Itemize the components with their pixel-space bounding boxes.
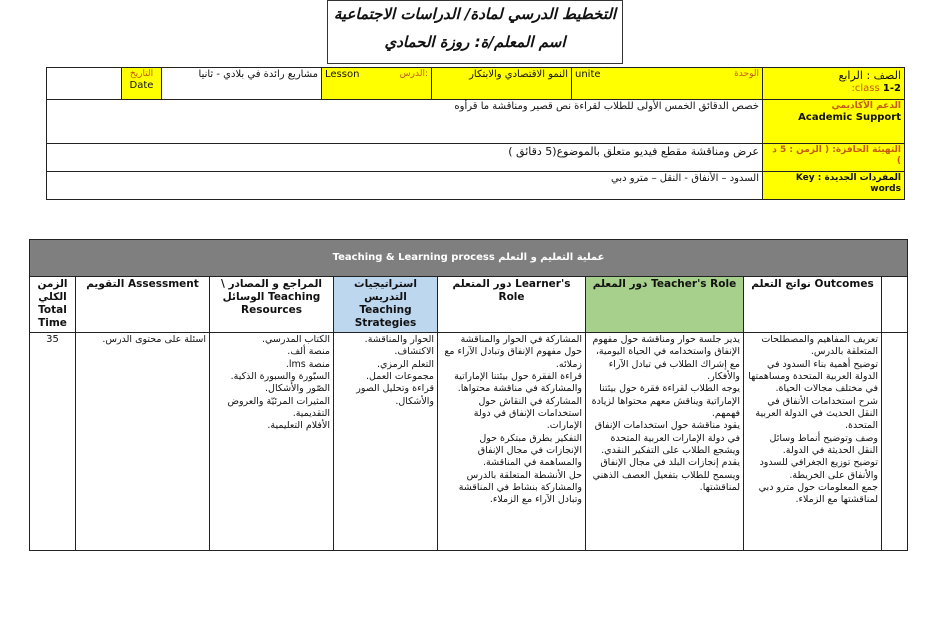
header-time: الزمن الكلي Total Time (30, 277, 76, 333)
unit-label: الوحدة unite (572, 68, 763, 100)
warmup-label: التهيئة الحافزة: ( الزمن : 5 د ) (763, 144, 905, 172)
list-item: منصة lms. (285, 358, 330, 370)
list-item: الاكتشاف. (394, 346, 434, 358)
lesson-value: مشاريع رائدة في بلادي - ثانيا (162, 68, 322, 100)
list-item: مجموعات العمل. (366, 371, 434, 383)
list-item: حل الأنشطة المتعلقة بالدرس والمشاركة بنشاط في المناقشة وتبادل الآراء مع الزملاء. (458, 469, 582, 506)
assessment-cell: اسئلة على محتوى الدرس. (76, 333, 210, 551)
date-label: التاريخ Date (122, 68, 162, 100)
resources-cell (210, 333, 334, 551)
list-item: المشاركة في النقاش حول استخدامات الإنفاق في دولة الإمارات. (473, 395, 582, 432)
list-item: التفكير بطرق مبتكرة حول الإنجازات في مجال الإنفاق والمساهمة في المناقشة. (477, 432, 582, 469)
list-item: توضيح توزيع الجغرافي للسدود والأنفاق على الخريطة. (759, 457, 878, 481)
list-item: توضيح أهمية بناء السدود في الدولة العربية المتحدة ومساهمتها في مختلف مجالات الحياة. (748, 358, 878, 395)
support-label: الدعم الأكاديمي Academic Support (763, 100, 905, 144)
list-item: شرح استخدامات الأنفاق في النقل الحديث في الدولة العربية المتحدة. (755, 395, 878, 432)
unit-value: النمو الاقتصادي والابتكار (432, 68, 572, 100)
process-band: Teaching & Learning process عملية التعليم و التعلم (30, 240, 908, 277)
list-item: السبّورة والسبورة الذكية. (230, 371, 330, 383)
extra-cell (882, 333, 908, 551)
list-item: قراءة الفقرة حول بيئتنا الإماراتية والمشاركة في مناقشة محتواها. (454, 371, 582, 395)
warmup-value: عرض ومناقشة مقطع فيديو متعلق بالموضوع(5 دقائق ) (47, 144, 763, 172)
list-item: يوجه الطلاب لقراءة فقرة حول بيئتنا الإماراتية ويناقش معهم محتواها لزيادة فهمهم. (591, 383, 740, 420)
list-item: الأفلام التعليمية. (267, 420, 330, 432)
list-item: التعلم الرمزي. (376, 358, 434, 370)
list-item: يدير جلسة حوار ومناقشة حول مفهوم الإنفاق واستخدامه في الحياة اليومية، مع إشراك الطلاب في تبادل الآراء والأفكار. (592, 334, 740, 383)
grade-cell: الصف : الرابع 1-2 class: (763, 68, 905, 100)
header-learner: دور المتعلم Learner's Role (438, 277, 586, 333)
keywords-label: المفردات الجديدة : Key words (763, 172, 905, 200)
page-title: التخطيط الدرسي لمادة/ الدراسات الاجتماعية (333, 5, 617, 23)
teacher-cell (586, 333, 744, 551)
list-item: المشاركة في الحوار والمناقشة حول مفهوم الإنفاق وتبادل الآراء مع زملائه. (444, 334, 582, 370)
list-item: تعريف المفاهيم والمصطلحات المتعلقة بالدرس. (761, 334, 878, 358)
list-item: يقدم إنجازات البلد في مجال الإنفاق ويسمح للطلاب بتفعيل العصف الذهني لمناقشتها. (592, 457, 740, 494)
list-item: وصف وتوضيح أنماط وسائل النقل الحديثة في الدولة. (769, 432, 878, 457)
header-box (327, 0, 623, 64)
list-item: قراءة وتحليل الصور والأشكال. (356, 383, 434, 407)
header-resources: المراجع و المصادر \ الوسائل Teaching Resources (210, 277, 334, 333)
list-item: جمع المعلومات حول مترو دبي لمناقشتها مع الزملاء. (758, 482, 878, 506)
header-teacher: دور المعلم Teacher's Role (586, 277, 744, 333)
keywords-value: السدود – الأنفاق - النقل – مترو دبي (47, 172, 763, 200)
list-item: الكتاب المدرسي. (261, 334, 330, 345)
outcomes-cell (744, 333, 882, 551)
date-value[interactable] (47, 68, 122, 100)
total-time: 35 (30, 333, 76, 551)
lesson-label: الدرس: Lesson (322, 68, 432, 100)
support-value: خصص الدقائق الخمس الأولى للطلاب لقراءة نص قصير ومناقشة ما قرأوه (47, 100, 763, 144)
header-assessment: التقويم Assessment (76, 277, 210, 333)
learner-cell (438, 333, 586, 551)
list-item: الحوار والمناقشة. (364, 334, 434, 345)
list-item: يقود مناقشة حول استخدامات الإنفاق في دولة الإمارات العربية المتحدة ويشجع الطلاب على التفكير النقدي. (594, 420, 740, 457)
list-item: منصة ألف. (287, 346, 330, 358)
list-item: الصّور والأشكال. (265, 383, 330, 395)
header-strategies: استراتيجيات التدريس Teaching Strategies (334, 277, 438, 333)
strategies-cell (334, 333, 438, 551)
teacher-name: اسم المعلم/ة: روزة الحمادي (384, 33, 566, 51)
info-table (46, 67, 905, 200)
header-extra (882, 277, 908, 333)
header-outcomes: نواتج التعلم Outcomes (744, 277, 882, 333)
list-item: المثيرات المرئيّة والعروض التقديمية. (227, 395, 330, 420)
process-table (29, 239, 908, 551)
